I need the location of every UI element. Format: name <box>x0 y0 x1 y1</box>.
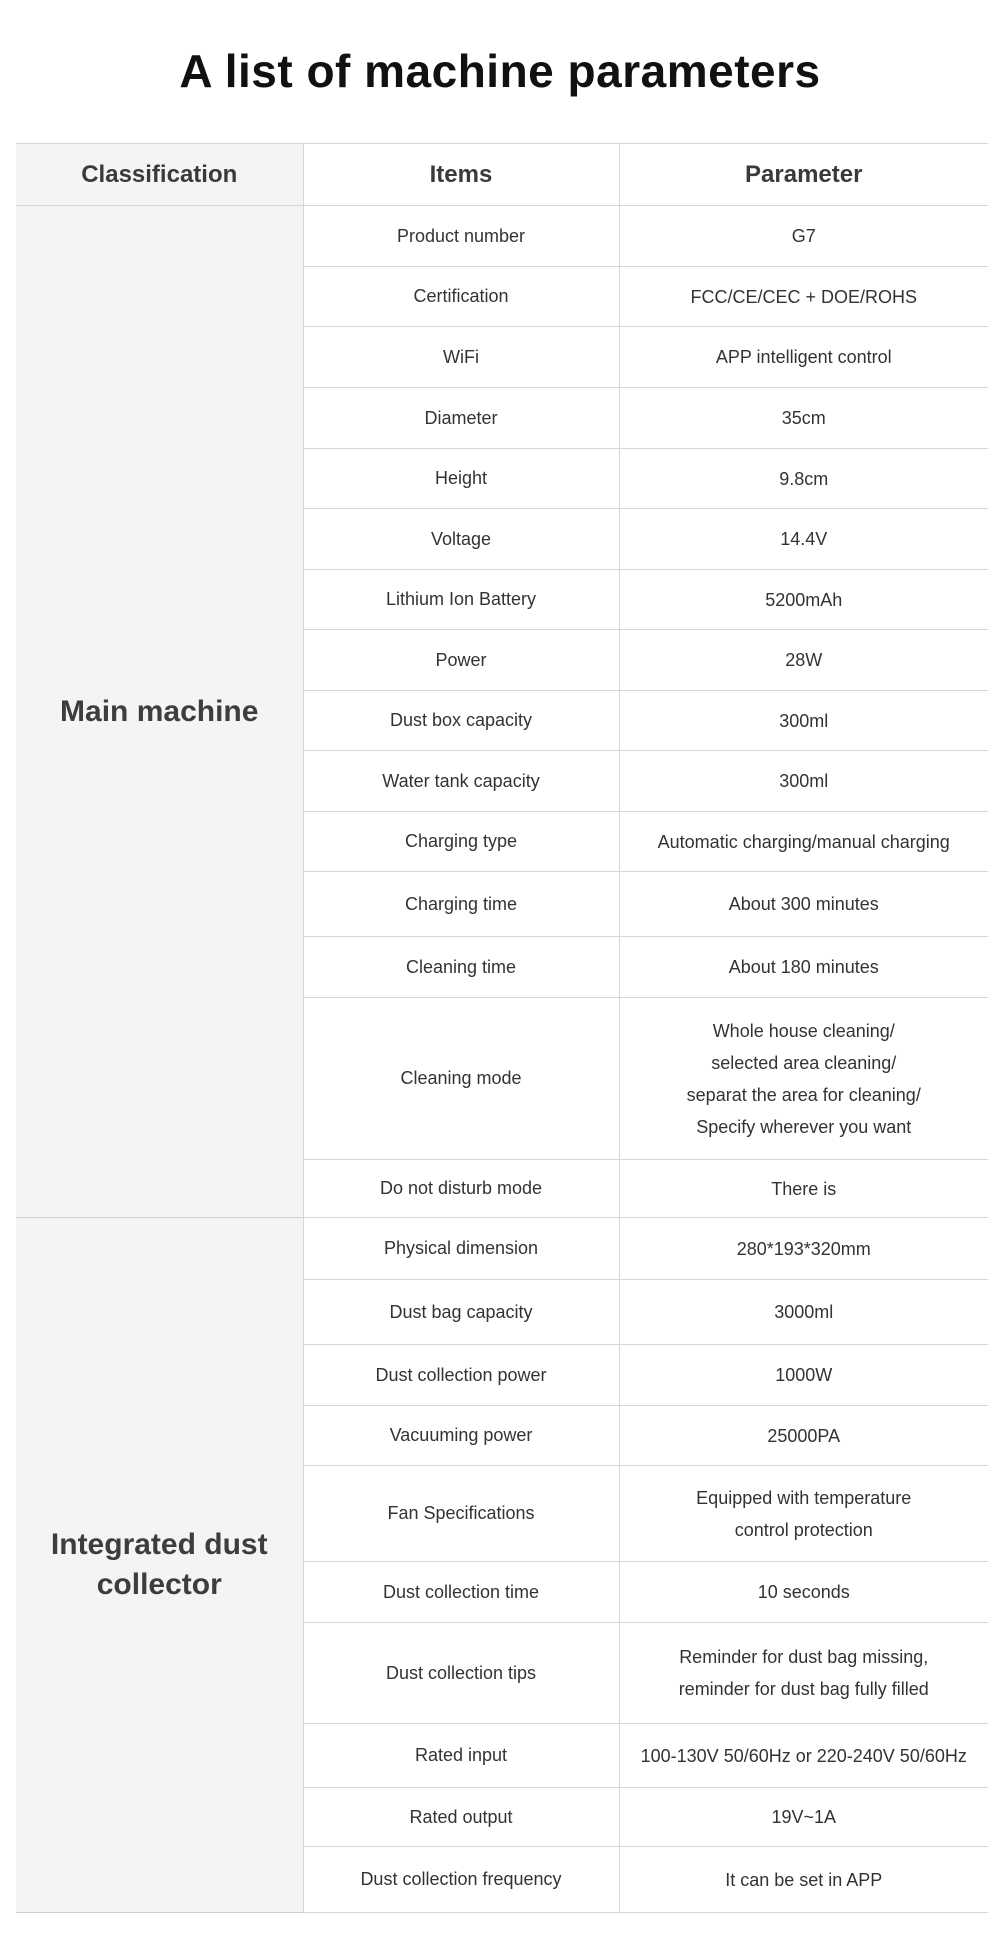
parameter-value-line: reminder for dust bag fully filled <box>678 1679 929 1699</box>
parameter-cell <box>619 570 988 630</box>
parameter-cell <box>619 267 988 327</box>
item-cell: Diameter <box>303 388 619 449</box>
parameter-value-line: 35cm <box>781 408 826 428</box>
item-cell: Rated input <box>303 1724 619 1788</box>
parameter-cell <box>619 937 988 998</box>
parameter-value-line: Equipped with temperature <box>696 1487 912 1508</box>
classification-label: Main machine <box>60 694 259 728</box>
item-cell: Dust collection time <box>303 1562 619 1623</box>
parameter-cell <box>619 388 988 449</box>
parameter-value-line: 3000ml <box>774 1302 834 1322</box>
parameter-cell <box>619 1623 988 1724</box>
parameter-value-line: G7 <box>791 226 816 246</box>
item-cell: Vacuuming power <box>303 1406 619 1466</box>
parameter-value-line: There is <box>771 1178 837 1199</box>
parameter-cell <box>619 872 988 937</box>
item-cell: Dust collection tips <box>303 1623 619 1724</box>
item-cell: Do not disturb mode <box>303 1160 619 1218</box>
item-cell: Lithium Ion Battery <box>303 570 619 630</box>
parameter-cell <box>619 1345 988 1406</box>
table-body <box>16 206 988 1913</box>
parameter-value-line: selected area cleaning/ <box>711 1052 897 1073</box>
parameter-value-line: Automatic charging/manual charging <box>657 831 950 852</box>
header-parameter: Parameter <box>619 144 988 206</box>
item-cell: Cleaning mode <box>303 998 619 1160</box>
parameter-value-line: 28W <box>785 650 823 670</box>
item-cell: Power <box>303 630 619 691</box>
table-row <box>16 1218 988 1280</box>
parameter-cell <box>619 1160 988 1218</box>
parameter-value-line: 280*193*320mm <box>736 1238 871 1259</box>
parameter-value-line: APP intelligent control <box>715 347 892 367</box>
parameter-cell <box>619 509 988 570</box>
parameter-cell <box>619 327 988 388</box>
parameter-table <box>16 143 988 1913</box>
parameter-cell <box>619 998 988 1160</box>
parameter-value-line: Reminder for dust bag missing, <box>679 1647 929 1667</box>
parameter-value-line: 9.8cm <box>779 468 829 489</box>
parameter-value-line: 19V~1A <box>771 1807 837 1827</box>
item-cell: Certification <box>303 267 619 327</box>
parameter-cell <box>619 206 988 267</box>
item-cell: Dust box capacity <box>303 691 619 751</box>
classification-cell <box>16 206 303 1218</box>
item-cell: Physical dimension <box>303 1218 619 1280</box>
parameter-value-line: About 180 minutes <box>728 957 879 977</box>
header-classification: Classification <box>16 144 303 206</box>
parameter-cell <box>619 1280 988 1345</box>
classification-cell <box>16 1218 303 1913</box>
parameter-value-line: 300ml <box>779 771 829 791</box>
item-cell: Charging time <box>303 872 619 937</box>
parameter-cell <box>619 449 988 509</box>
item-cell: Product number <box>303 206 619 267</box>
item-cell: Fan Specifications <box>303 1466 619 1562</box>
table-row <box>16 206 988 267</box>
page-title: A list of machine parameters <box>179 45 821 97</box>
parameter-cell <box>619 1466 988 1562</box>
parameter-value-line: Specify wherever you want <box>696 1116 912 1137</box>
parameter-value-line: 1000W <box>775 1365 833 1385</box>
item-cell: Water tank capacity <box>303 751 619 812</box>
item-cell: Cleaning time <box>303 937 619 998</box>
classification-label: collector <box>96 1568 222 1601</box>
parameter-value-line: separat the area for cleaning/ <box>686 1084 921 1105</box>
parameter-value-line: 10 seconds <box>757 1582 850 1602</box>
item-cell: WiFi <box>303 327 619 388</box>
item-cell: Voltage <box>303 509 619 570</box>
parameter-table-container <box>16 143 988 1913</box>
item-cell: Dust collection frequency <box>303 1847 619 1913</box>
parameter-value-line: FCC/CE/CEC + DOE/ROHS <box>690 286 918 307</box>
item-cell: Charging type <box>303 812 619 872</box>
parameter-value-line: 100-130V 50/60Hz or 220-240V 50/60Hz <box>640 1745 967 1766</box>
parameter-value-line: 25000PA <box>767 1425 841 1446</box>
parameter-value-line: About 300 minutes <box>728 894 879 914</box>
parameter-cell <box>619 1218 988 1280</box>
parameter-value-line: 5200mAh <box>765 589 843 610</box>
parameter-value-line: It can be set in APP <box>725 1869 883 1890</box>
parameter-cell <box>619 1562 988 1623</box>
item-cell: Dust bag capacity <box>303 1280 619 1345</box>
parameter-value-line: Whole house cleaning/ <box>712 1020 895 1041</box>
parameter-value-line: 14.4V <box>780 529 828 549</box>
parameter-cell <box>619 751 988 812</box>
parameter-value-line: control protection <box>734 1519 873 1540</box>
parameter-value-line: 300ml <box>779 710 829 731</box>
parameter-cell <box>619 1847 988 1913</box>
header-items: Items <box>303 144 619 206</box>
parameter-cell <box>619 812 988 872</box>
item-cell: Dust collection power <box>303 1345 619 1406</box>
table-header-row <box>16 144 988 206</box>
parameter-cell <box>619 691 988 751</box>
parameter-cell <box>619 630 988 691</box>
parameter-cell <box>619 1406 988 1466</box>
classification-label: Integrated dust <box>50 1528 268 1561</box>
parameter-cell <box>619 1724 988 1788</box>
item-cell: Rated output <box>303 1788 619 1847</box>
parameter-cell <box>619 1788 988 1847</box>
item-cell: Height <box>303 449 619 509</box>
